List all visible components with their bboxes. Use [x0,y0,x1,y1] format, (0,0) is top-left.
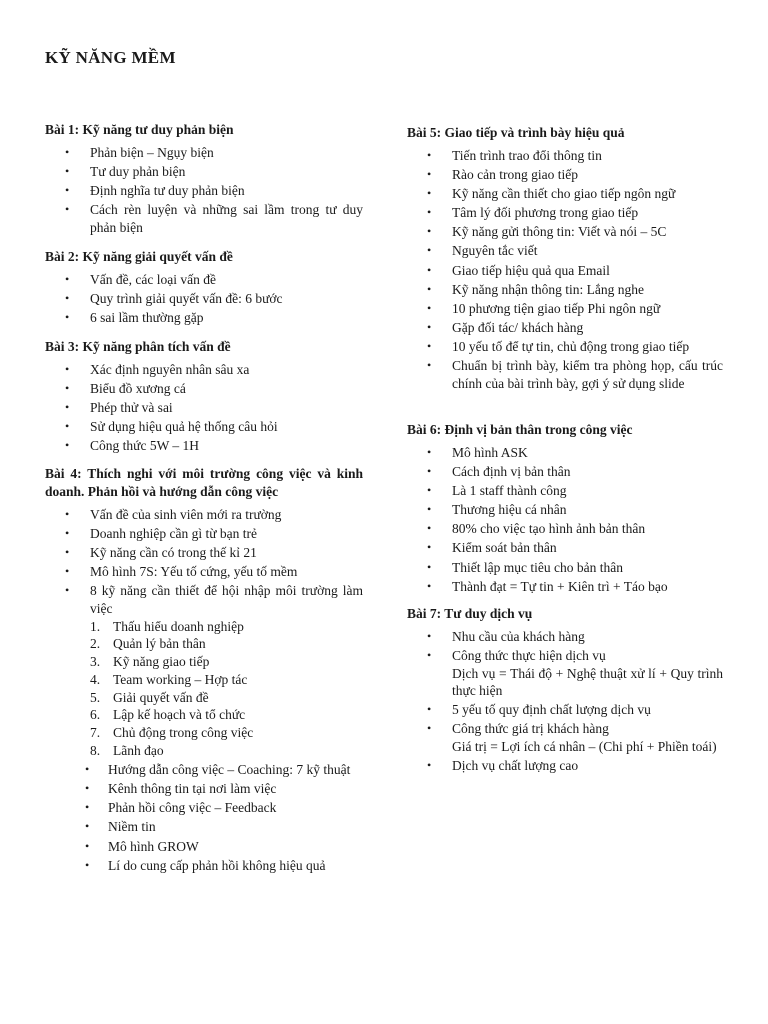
lesson-6 [407,421,723,597]
bullet-icon: • [427,483,432,498]
bullet-icon: • [427,540,432,555]
bullet-icon: • [85,762,90,777]
sub-list [90,618,363,760]
list-item: • 80% cho việc tạo hình ảnh bản thân [427,521,646,537]
lesson-5 [407,124,723,394]
bullet-icon: • [65,362,70,376]
list-item: • Mô hình 7S: Yếu tố cứng, yếu tố mềm [65,564,298,580]
lesson-title: Bài 4: Thích nghi với môi trường công việc và kinh doanh. Phản hồi và hướng dẫn công việc [45,466,363,499]
bullet-icon: • [427,319,432,334]
list-item: • Tâm lý đối phương trong giao tiếp [427,205,639,221]
list-item: • Biểu đồ xương cá [65,381,186,397]
lesson-title: Bài 6: Định vị bản thân trong công việc [407,422,633,437]
bullet-icon: • [85,857,90,872]
list-item: • 5 yếu tố quy định chất lượng dịch vụ [427,702,651,718]
numbered-item: 7. Chủ động trong công việc [90,725,254,741]
list-item: • Rào cản trong giao tiếp [427,167,578,183]
list-item: • Định nghĩa tư duy phản biện [65,183,245,199]
bullet-icon: • [427,205,432,220]
lesson-items [45,271,363,327]
lesson-items [45,361,363,455]
list-item: • Quy trình giải quyết vấn đề: 6 bước [65,291,283,307]
lesson-items [407,444,723,595]
bullet-icon: • [65,310,70,325]
list-item: • Doanh nghiệp cần gì từ bạn trẻ [65,526,258,542]
list-item: • Công thức giá trị khách hàng Giá trị = Lợi ích cá nhân – (Chi phí + Phiền toái) [407,720,723,755]
bullet-icon: • [65,526,70,541]
bullet-icon: • [427,338,432,353]
list-item: • Cách định vị bản thân [427,464,571,480]
bullet-icon: • [65,507,70,521]
list-item: • Công thức 5W – 1H [65,438,200,454]
list-item: • Công thức thực hiện dịch vụ Dịch vụ = Thái độ + Nghệ thuật xử lí + Quy trình thực hiện [427,648,723,699]
bullet-icon: • [427,358,432,373]
list-item: • Phép thử và sai [65,400,173,416]
bullet-icon: • [65,545,70,560]
numbered-item: 6. Lập kế hoạch và tổ chức [90,707,246,723]
list-item: • Là 1 staff thành công [427,483,567,499]
list-item: • 10 yếu tố để tự tin, chủ động trong giao tiếp [427,338,690,354]
lesson-4 [45,465,363,876]
bullet-icon: • [65,291,70,306]
list-item: • Vấn đề của sinh viên mới ra trường [65,507,282,522]
lesson-3 [45,338,363,456]
lesson-title: Bài 3: Kỹ năng phân tích vấn đề [45,339,231,354]
numbered-item: 5. Giải quyết vấn đề [90,689,209,705]
lesson-2 [45,248,363,328]
list-item: • Dịch vụ chất lượng cao [427,758,579,774]
bullet-icon: • [85,819,90,834]
list-item: • Xác định nguyên nhân sâu xa [65,362,250,377]
list-item: • Tư duy phản biện [65,164,186,180]
list-item: • Kênh thông tin tại nơi làm việc [85,781,277,797]
bullet-icon: • [427,578,432,593]
bullet-icon: • [427,148,432,162]
bullet-icon: • [427,521,432,536]
list-item: • Vấn đề, các loại vấn đề [65,272,216,287]
document-title: KỸ NĂNG MỀM [45,48,176,67]
list-item: • 10 phương tiện giao tiếp Phi ngôn ngữ [427,300,661,316]
lesson-title: Bài 1: Kỹ năng tư duy phản biện [45,122,234,137]
lesson-title: Bài 2: Kỹ năng giải quyết vấn đề [45,249,233,264]
numbered-item: 8. Lãnh đạo [90,743,164,759]
bullet-icon: • [427,445,432,459]
bullet-icon: • [427,721,432,736]
list-item: • Mô hình ASK [427,445,528,460]
bullet-icon: • [427,167,432,182]
numbered-item: 3. Kỹ năng giao tiếp [90,654,210,670]
lesson-title: Bài 5: Giao tiếp và trình bày hiệu quả [407,125,625,140]
formula-text: Giá trị = Lợi ích cá nhân – (Chi phí + Phiền toái) [452,739,717,755]
bullet-icon: • [65,564,70,579]
list-item: • Phản biện – Ngụy biện [65,145,214,160]
bullet-icon: • [427,502,432,517]
lesson-1 [45,121,363,238]
bullet-icon: • [85,781,90,796]
list-item: • Kỹ năng nhận thông tin: Lắng nghe [427,281,644,297]
list-item: • Kỹ năng cần có trong thế kỉ 21 [65,545,257,561]
bullet-icon: • [85,800,90,815]
list-item: • Mô hình GROW [85,838,199,854]
bullet-icon: • [427,224,432,239]
bullet-icon: • [65,145,70,159]
list-item: • Kỹ năng cần thiết cho giao tiếp ngôn ngữ [427,186,676,202]
bullet-icon: • [427,262,432,277]
lesson-items [45,144,363,236]
list-item: • Thương hiệu cá nhân [427,502,567,518]
bullet-icon: • [65,272,70,286]
list-item: • 6 sai lầm thường gặp [65,310,204,326]
list-item: • Chuẩn bị trình bày, kiểm tra phòng họp, cấu trúc chính của bài trình bày, gợi ý sử dụng slide [427,358,723,391]
list-item: • Giao tiếp hiệu quả qua Email [427,262,610,278]
list-item: • Gặp đối tác/ khách hàng [427,319,584,335]
bullet-icon: • [427,281,432,296]
list-item: • Cách rèn luyện và những sai lầm trong tư duy phản biện [65,202,363,235]
list-item: • Thành đạt = Tự tin + Kiên trì + Táo bạo [427,578,668,594]
bullet-icon: • [65,419,70,434]
list-item: • Kỹ năng gửi thông tin: Viết và nói – 5C [427,224,667,240]
numbered-item: 4. Team working – Hợp tác [90,671,248,687]
bullet-icon: • [85,838,90,853]
list-item: • 8 kỹ năng cần thiết để hội nhập môi trường làm việc 1. Thấu hiểu doanh nghiệp 2. Quản lý bản thân 3. Kỹ năng giao tiếp 4. Team working – Hợp tác 5. Giải quyết vấn đề 6. Lập kế hoạch và tổ chức 7. Chủ động trong công việc 8. Lãnh đạo [65,583,363,759]
lesson-items [45,506,363,874]
numbered-item: 1. Thấu hiểu doanh nghiệp [90,618,244,634]
bullet-icon: • [427,629,432,643]
numbered-item: 2. Quản lý bản thân [90,636,206,652]
list-item: • Kiểm soát bản thân [427,540,557,556]
list-item: • Thiết lập mục tiêu cho bản thân [427,559,623,575]
formula-text: Dịch vụ = Thái độ + Nghệ thuật xử lí + Quy trình thực hiện [452,665,723,699]
lesson-title: Bài 7: Tư duy dịch vụ [407,606,533,621]
list-item: • Lí do cung cấp phản hồi không hiệu quả [85,857,326,873]
bullet-icon: • [65,164,70,179]
bullet-icon: • [65,400,70,415]
lesson-7 [407,605,723,776]
list-item: • Nguyên tắc viết [427,243,538,259]
bullet-icon: • [427,559,432,574]
bullet-icon: • [427,648,432,663]
bullet-icon: • [427,243,432,258]
bullet-icon: • [65,202,70,217]
lesson-items [407,147,723,392]
bullet-icon: • [427,186,432,201]
bullet-icon: • [65,438,70,453]
list-item: • Tiến trình trao đổi thông tin [427,148,602,163]
bullet-icon: • [65,583,70,598]
bullet-icon: • [427,300,432,315]
list-item: • Niềm tin [85,819,156,835]
bullet-icon: • [427,758,432,773]
list-item: • Nhu cầu của khách hàng [427,629,585,644]
lesson-items [407,628,723,775]
bullet-icon: • [65,381,70,396]
list-item: • Hướng dẫn công việc – Coaching: 7 kỹ thuật [85,762,351,778]
list-item: • Sử dụng hiệu quả hệ thống câu hỏi [65,419,278,435]
bullet-icon: • [427,464,432,479]
bullet-icon: • [65,183,70,198]
bullet-icon: • [427,702,432,717]
list-item: • Phản hồi công việc – Feedback [85,800,277,816]
